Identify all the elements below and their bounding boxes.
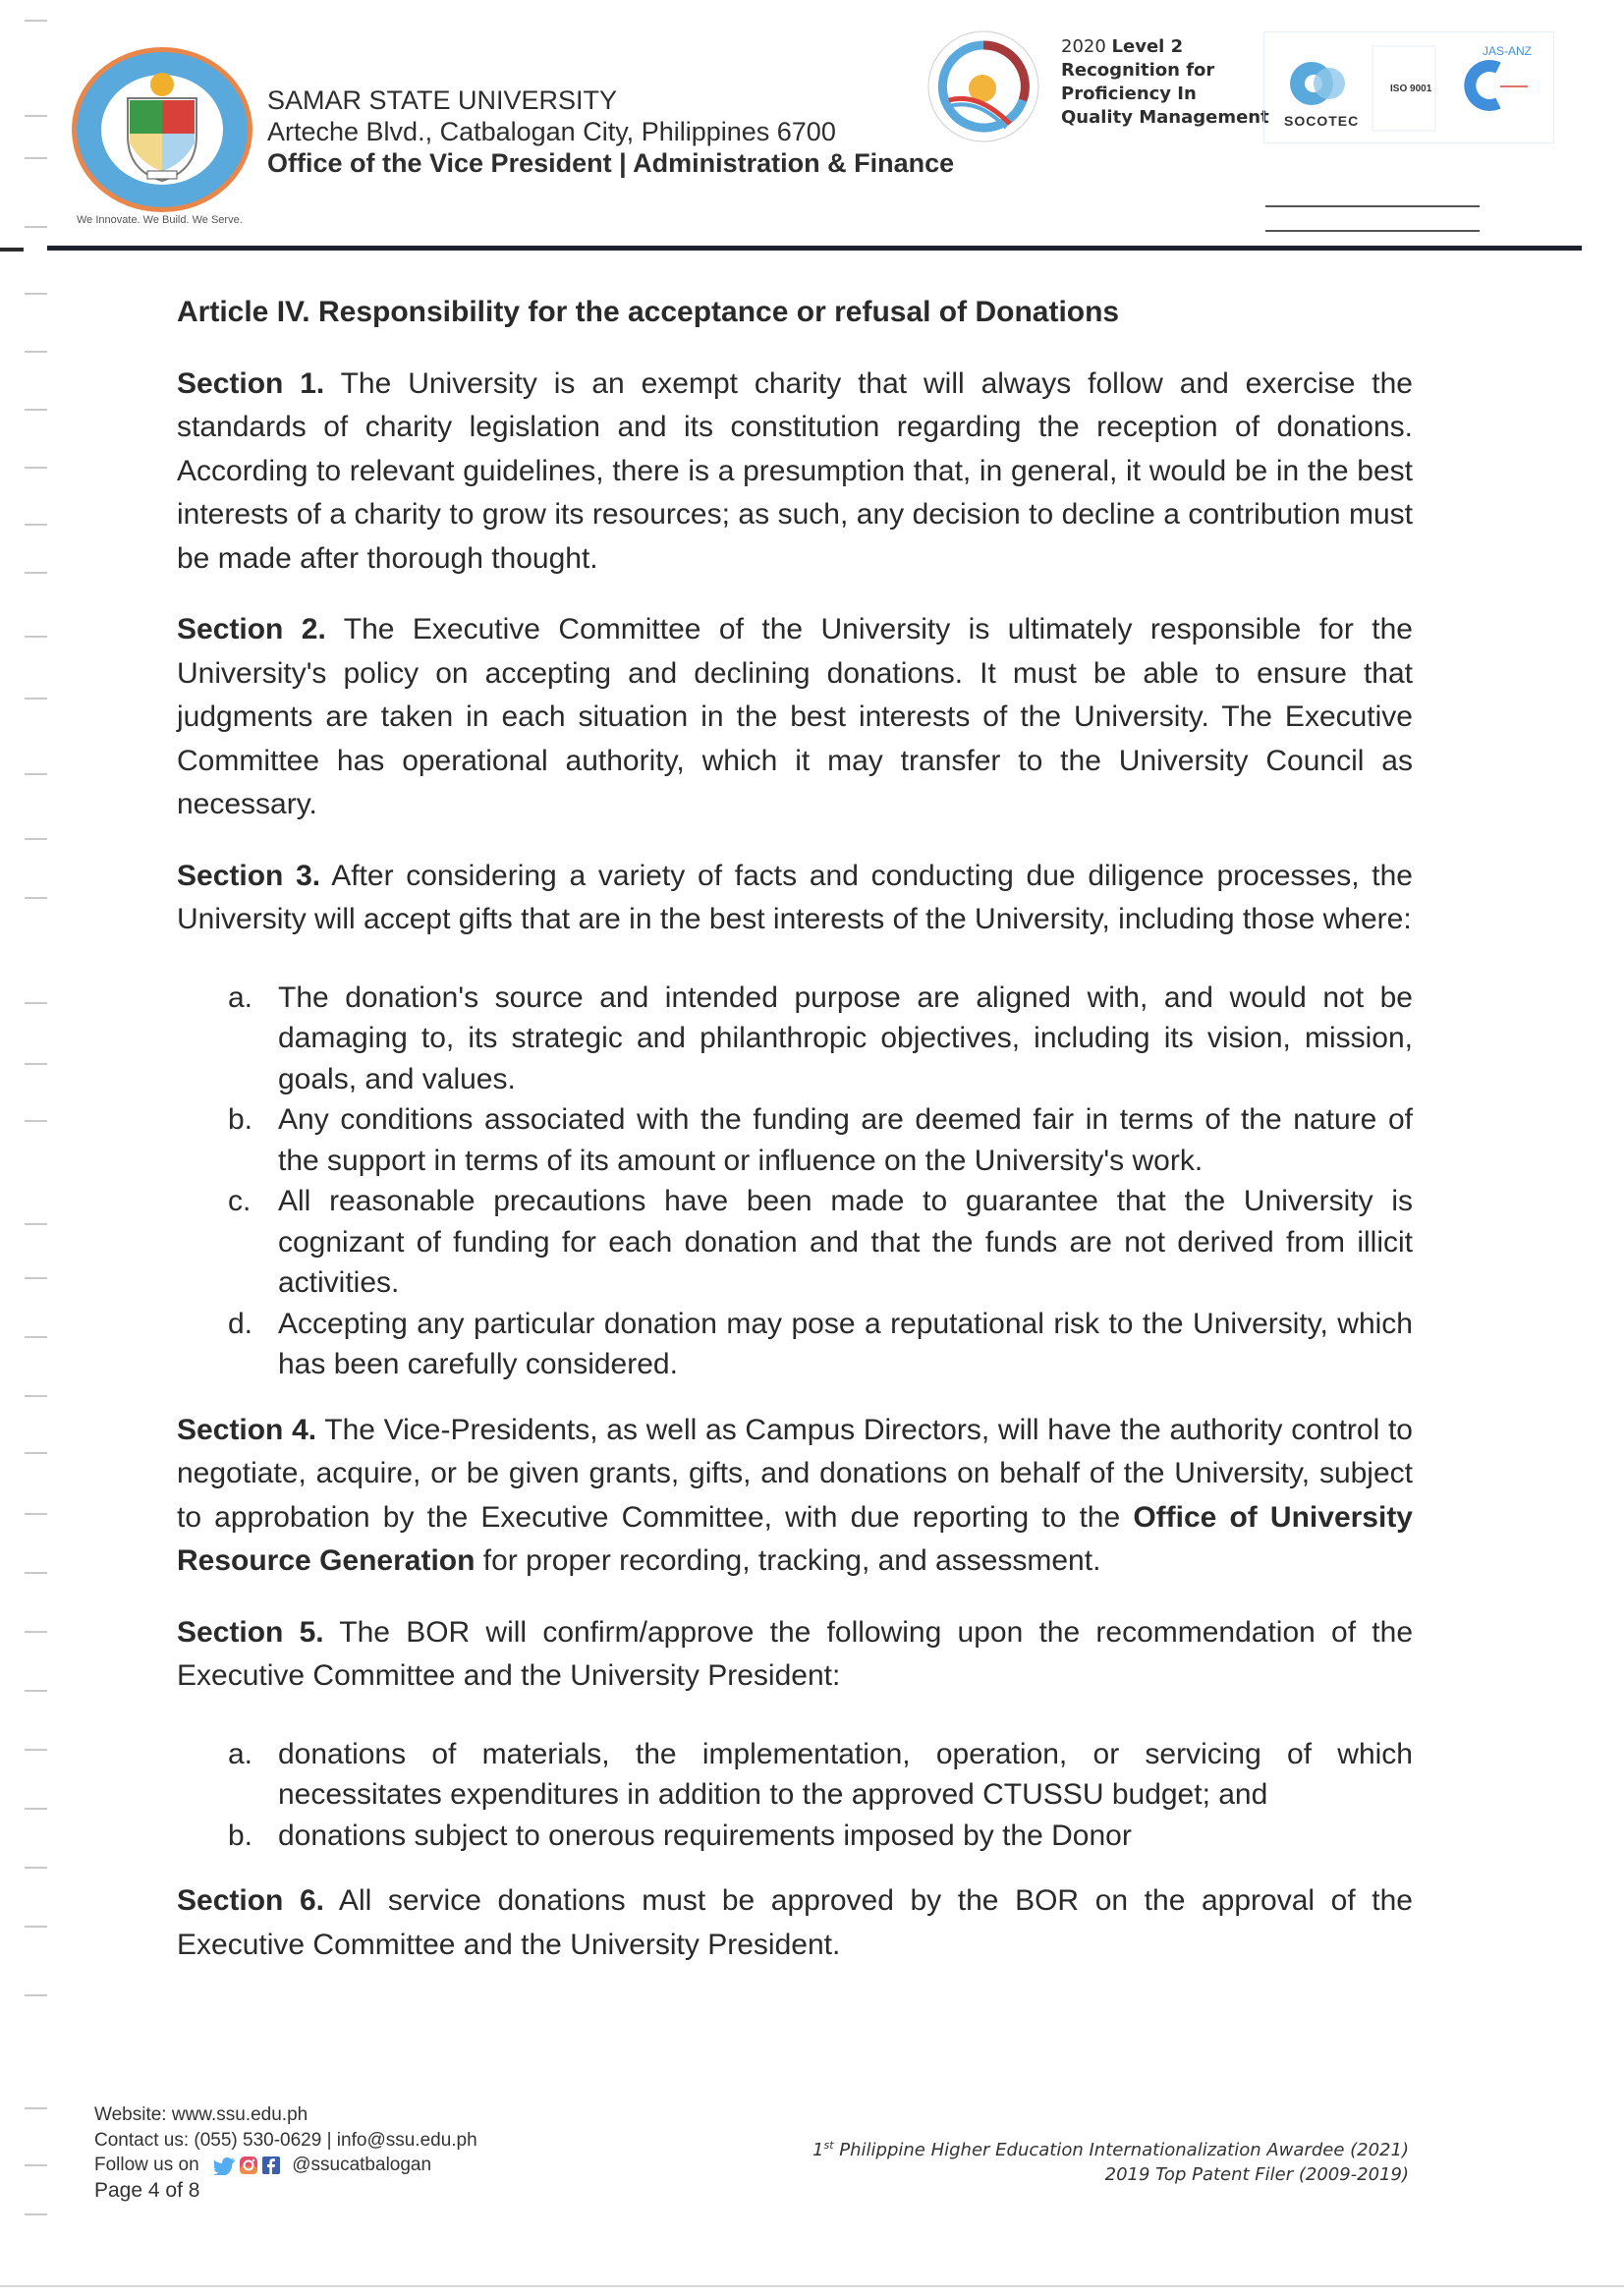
- section-label: Section 1.: [177, 366, 325, 400]
- iso-certification-badge: [1263, 31, 1554, 143]
- blank-line: [1265, 230, 1480, 232]
- margin-mark: [0, 248, 24, 252]
- follow-label: Follow us on: [94, 2155, 199, 2175]
- university-tagline: We Innovate. We Build. We Serve.: [77, 214, 243, 226]
- instagram-icon[interactable]: [239, 2156, 258, 2175]
- section-text: The Executive Committee of the University is ultimately responsible for the University's policy on accepting and declining donations. It must be able to ensure that judgments are taken in each situation in the best interests of the University. The Executive Committee has operational authority, which it may transfer to the University Council as necessary.: [177, 613, 1413, 820]
- award-internationalization: [812, 2133, 1409, 2162]
- section-5-list: [177, 1734, 1413, 1857]
- margin-mark: [25, 157, 47, 159]
- margin-mark: [25, 1749, 47, 1751]
- list-marker: c.: [228, 1185, 252, 1217]
- section-text: for proper recording, tracking, and assessment.: [475, 1544, 1101, 1577]
- section-text: The BOR will confirm/approve the following upon the recommendation of the Executive Committee and the University President:: [177, 1615, 1414, 1692]
- office-reference: Office of University Resource Generation: [177, 1500, 1413, 1577]
- section-1: [177, 363, 1413, 582]
- margin-mark: [25, 2107, 47, 2109]
- social-icons: [214, 2156, 281, 2175]
- list-item: [177, 1099, 1413, 1181]
- section-2: [177, 608, 1413, 827]
- university-seal-logo: [69, 45, 255, 214]
- list-item-text: Accepting any particular donation may pose a reputational risk to the University, which has been carefully considered.: [278, 1307, 1413, 1380]
- section-label: Section 3.: [177, 859, 321, 892]
- margin-mark: [25, 226, 47, 228]
- margin-mark: [25, 1926, 47, 1928]
- document-body: [177, 291, 1413, 1994]
- margin-mark: [25, 409, 47, 411]
- margin-mark: [25, 524, 47, 526]
- margin-mark: [25, 1808, 47, 1810]
- list-item: [177, 1734, 1413, 1816]
- margin-mark: [25, 351, 47, 353]
- margin-mark: [25, 20, 47, 22]
- list-marker: a.: [228, 980, 253, 1014]
- philippine-quality-award-logo: [922, 24, 1045, 149]
- section-4: [177, 1409, 1413, 1584]
- margin-mark: [25, 1867, 47, 1869]
- blank-line: [1265, 205, 1480, 207]
- footer-contact: [94, 2102, 477, 2203]
- twitter-icon[interactable]: [214, 2156, 236, 2175]
- university-address: Arteche Blvd., Catbalogan City, Philippines 6700: [267, 117, 836, 146]
- margin-mark: [25, 115, 47, 117]
- list-marker: b.: [228, 1819, 253, 1852]
- margin-mark: [25, 1690, 47, 1692]
- social-handle[interactable]: @ssucatbalogan: [292, 2155, 432, 2175]
- section-label: Section 6.: [177, 1884, 324, 1917]
- office-name: Office of the Vice President | Administration & Finance: [267, 148, 955, 178]
- margin-mark: [25, 467, 47, 469]
- quality-award-text: [1061, 35, 1269, 130]
- section-label: Section 5.: [177, 1615, 324, 1649]
- facebook-icon[interactable]: [261, 2156, 281, 2175]
- margin-mark: [25, 838, 47, 840]
- list-item-text: The donation's source and intended purpose are aligned with, and would not be damaging to, its strategic and philanthropic objectives, including its vision, mission, goals, and values.: [278, 980, 1413, 1095]
- margin-mark: [25, 572, 47, 574]
- section-text: The Vice-Presidents, as well as Campus Directors, will have the authority control to negotiate, acquire, or be given grants, gifts, and donations on behalf of the University, subject to approbation by the Executive Committee, with due reporting to the: [177, 1413, 1413, 1534]
- award-level: Level 2: [1111, 36, 1184, 57]
- margin-mark: [25, 698, 47, 700]
- margin-mark: [25, 773, 47, 775]
- page-number: Page 4 of 8: [94, 2178, 200, 2202]
- margin-mark: [25, 1631, 47, 1633]
- list-marker: a.: [228, 1737, 253, 1770]
- section-text: After considering a variety of facts and conducting due diligence processes, the University will accept gifts that are in the best interests of the University, including those where:: [177, 859, 1413, 935]
- margin-mark: [25, 1572, 47, 1574]
- list-item: [177, 978, 1413, 1100]
- website-link[interactable]: Website: www.ssu.edu.ph: [94, 2104, 308, 2125]
- list-marker: d.: [228, 1307, 253, 1340]
- list-item-text: Any conditions associated with the funding are deemed fair in terms of the nature of the support in terms of its amount or influence on the University's work.: [278, 1103, 1413, 1177]
- accreditor-name: JAS-ANZ: [1483, 44, 1533, 58]
- award-line: Proficiency In: [1061, 84, 1197, 104]
- award-ordinal-suffix: st: [823, 2139, 834, 2152]
- letterhead-text: [267, 84, 954, 179]
- section-5: [177, 1611, 1413, 1699]
- award-ordinal: 1: [812, 2140, 824, 2160]
- section-3-list: [177, 978, 1413, 1385]
- award-patent: 2019 Top Patent Filer (2009-2019): [1104, 2164, 1409, 2185]
- list-item-text: donations of materials, the implementation, operation, or servicing of which necessitates expenditures in addition to the approved CTUSSU budget; and: [278, 1737, 1413, 1811]
- margin-mark: [25, 2213, 47, 2215]
- social-follow: [94, 2153, 477, 2178]
- margin-mark: [25, 1063, 47, 1065]
- section-text: All service donations must be approved by the BOR on the approval of the Executive Committee and the University President.: [177, 1884, 1413, 1961]
- margin-mark: [25, 636, 47, 638]
- certification-body: SOCOTEC: [1284, 113, 1360, 129]
- margin-mark: [25, 1336, 47, 1338]
- award-text: Philippine Higher Education Internationalization Awardee (2021): [833, 2140, 1409, 2160]
- section-3: [177, 855, 1413, 942]
- list-item: [177, 1816, 1413, 1857]
- margin-mark: [25, 293, 47, 295]
- contact-info: Contact us: (055) 530-0629 | info@ssu.edu.ph: [94, 2129, 477, 2151]
- margin-mark: [25, 1513, 47, 1515]
- award-line: Quality Management: [1061, 107, 1269, 128]
- section-label: Section 2.: [177, 613, 326, 645]
- section-text: The University is an exempt charity that will always follow and exercise the standards of charity legislation and its constitution regarding the reception of donations. According to relevant guidelines, there is a presumption that, in general, it would be in the best interests of a charity to grow its resources; as such, any decision to decline a contribution must be made after thorough thought.: [177, 366, 1413, 575]
- page-edge-line: [0, 2285, 1624, 2287]
- list-item-text: donations subject to onerous requirements imposed by the Donor: [278, 1819, 1132, 1852]
- section-label: Section 4.: [177, 1413, 317, 1446]
- margin-mark: [25, 1120, 47, 1122]
- margin-mark: [25, 897, 47, 899]
- margin-mark: [25, 1277, 47, 1279]
- list-marker: b.: [228, 1103, 253, 1136]
- margin-mark: [25, 1395, 47, 1397]
- margin-mark: [25, 1994, 47, 1996]
- header-divider: [47, 246, 1582, 251]
- margin-mark: [25, 1452, 47, 1454]
- list-item: [177, 1304, 1413, 1385]
- award-line: Recognition for: [1061, 60, 1215, 81]
- margin-mark: [25, 2164, 47, 2166]
- university-name: SAMAR STATE UNIVERSITY: [267, 85, 618, 115]
- footer-awards: [812, 2133, 1409, 2187]
- list-item: [177, 1181, 1413, 1304]
- margin-mark: [25, 1223, 47, 1225]
- section-6: [177, 1879, 1413, 1967]
- article-title: Article IV. Responsibility for the acceptance or refusal of Donations: [177, 296, 1120, 328]
- certification-standard: ISO 9001: [1390, 84, 1432, 94]
- margin-mark: [25, 1002, 47, 1004]
- award-year: 2020: [1061, 36, 1106, 57]
- list-item-text: All reasonable precautions have been made to guarantee that the University is cognizant of funding for each donation and that the funds are not derived from illicit activities.: [278, 1185, 1413, 1299]
